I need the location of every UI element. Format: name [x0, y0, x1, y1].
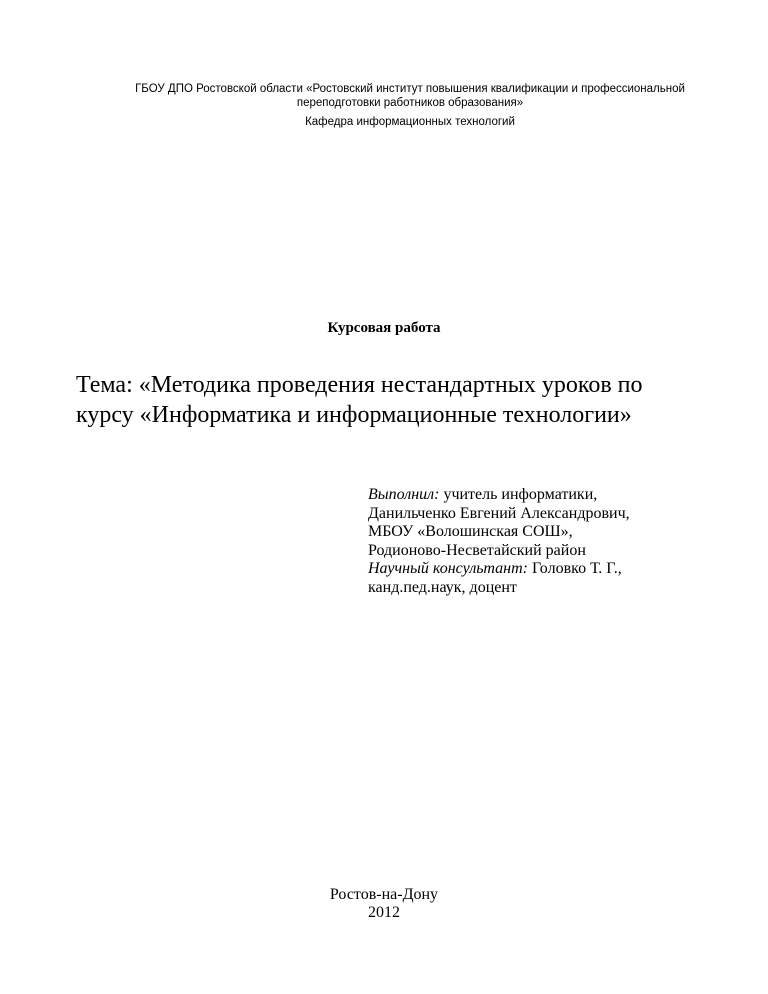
- institution-name-line2: переподготовки работников образования»: [296, 97, 524, 109]
- topic-line1: Тема: «Методика проведения нестандартных уроков по: [76, 372, 643, 398]
- institution-name-line1: ГБОУ ДПО Ростовской области «Ростовский институт повышения квалификации и профессиональной: [135, 83, 685, 95]
- institution-header: [60, 82, 760, 129]
- city: Ростов-на-Дону: [329, 886, 439, 903]
- performer-value: учитель информатики,: [439, 486, 598, 503]
- advisor-degree: канд.пед.наук, доцент: [368, 578, 517, 596]
- advisor-label: Научный консультант:: [368, 560, 528, 577]
- author-name: Данильченко Евгений Александрович,: [368, 504, 630, 522]
- topic-line2: курсу «Информатика и информационные технологии»: [76, 402, 632, 428]
- advisor-row: [368, 560, 758, 579]
- performer-label: Выполнил:: [368, 486, 440, 503]
- author-block: [368, 486, 758, 597]
- document-type: Курсовая работа: [327, 320, 441, 336]
- advisor-value: Головко Т. Г.,: [527, 560, 622, 577]
- author-district: Родионово-Несветайский район: [368, 541, 586, 559]
- document-topic: [76, 370, 736, 430]
- performer-row: [368, 486, 758, 505]
- document-footer: [0, 886, 768, 922]
- year: 2012: [368, 904, 400, 921]
- author-school: МБОУ «Волошинская СОШ»,: [368, 523, 573, 540]
- department-name: Кафедра информационных технологий: [305, 116, 515, 128]
